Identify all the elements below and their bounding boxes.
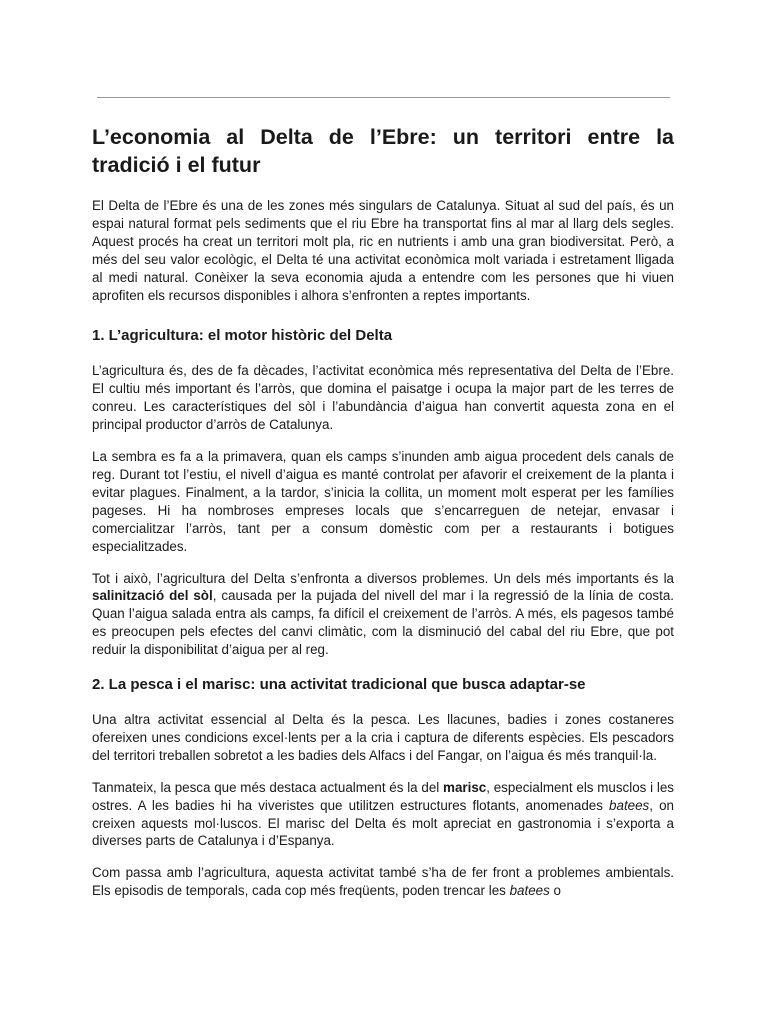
emphasis-batees: batees — [609, 797, 650, 813]
agriculture-paragraph-1: L’agricultura és, des de fa dècades, l’activitat econòmica més representativa del Delta de l’Ebre. El cultiu més important és l’arròs, que domina el paisatge i ocupa la major part de les terres de conreu. Les característiques del sòl i l’abundància d’aigua han convertit aquesta zona en el principal productor d’arròs de Catalunya. — [92, 363, 674, 433]
emphasis-salinitzacio: salinització del sòl — [92, 588, 213, 604]
paragraph-text: Com passa amb l’agricultura, aquesta activitat també s’ha de fer front a problemes ambientals. Els episodis de temporals, cada cop més freqüents, poden trencar les — [92, 865, 674, 899]
fishing-paragraph-3 — [92, 864, 674, 900]
section-heading-agriculture: 1. L’agricultura: el motor històric del Delta — [92, 327, 393, 345]
paragraph-text: Tanmateix, la pesca que més destaca actualment és la del — [92, 779, 444, 795]
agriculture-paragraph-2: La sembra es fa a la primavera, quan els camps s’inunden amb aigua procedent dels canals de reg. Durant tot l’estiu, el nivell d’aigua es manté controlat per afavorir el creixement de la planta i evitar plagues. Finalment, a la tardor, s’inicia la collita, un moment molt esperat per les famílies pageses. Hi ha nombroses empreses locals que s’encarreguen de netejar, envasar i comercialitzar l’arròs, tant per a consum domèstic com per a restaurants i botigues especialitzades. — [92, 449, 674, 554]
paragraph-text: , causada per la pujada del nivell del mar i la regressió de la línia de costa. Quan l’aigua salada entra als camps, fa difícil el creixement de l’arròs. A més, els pagesos també es preocupen pels efectes del canvi climàtic, com la disminució del cabal del riu Ebre, que pot reduir la disponibilitat d’aigua per al reg. — [92, 588, 674, 658]
document-body — [92, 123, 674, 900]
fishing-paragraph-1: Una altra activitat essencial al Delta és la pesca. Les llacunes, badies i zones costaneres ofereixen unes condicions excel·lents per a la cria i captura de diferents espècies. Els pescadors del territori treballen sobretot a les badies dels Alfacs i del Fangar, on l’aigua és més tranquil·la. — [92, 712, 674, 763]
header-rule — [97, 97, 670, 98]
fishing-paragraph-2 — [92, 779, 674, 851]
paragraph-text: Tot i això, l’agricultura del Delta s’enfronta a diversos problemes. Un dels més importants és la — [92, 570, 674, 586]
emphasis-batees: batees — [509, 883, 550, 899]
page-title: L’economia al Delta de l’Ebre: un territori entre la tradició i el futur — [92, 125, 674, 177]
paragraph-text: , on creixen aquests mol·luscos. El marisc del Delta és molt apreciat en gastronomia i s’exporta a diverses parts de Catalunya i d’Espanya. — [92, 797, 674, 849]
paragraph-text: , especialment els musclos i les ostres. A les badies hi ha viveristes que utilitzen estructures flotants, anomenades — [92, 779, 674, 813]
agriculture-paragraph-3 — [92, 570, 674, 660]
paragraph-text: o — [549, 883, 561, 899]
intro-paragraph: El Delta de l’Ebre és una de les zones més singulars de Catalunya. Situat al sud del país, és un espai natural format pels sediments que el riu Ebre ha transportat fins al mar al llarg dels segles. Aquest procés ha creat un territori molt pla, ric en nutrients i amb una gran biodiversitat. Però, a més del seu valor ecològic, el Delta té una activitat econòmica molt variada i estretament lligada al medi natural. Conèixer la seva economia ajuda a entendre com les persones que hi viuen aprofiten els recursos disponibles i alhora s’enfronten a reptes importants. — [92, 198, 674, 303]
section-heading-fishing: 2. La pesca i el marisc: una activitat tradicional que busca adaptar-se — [92, 676, 586, 694]
emphasis-marisc: marisc — [443, 779, 487, 795]
